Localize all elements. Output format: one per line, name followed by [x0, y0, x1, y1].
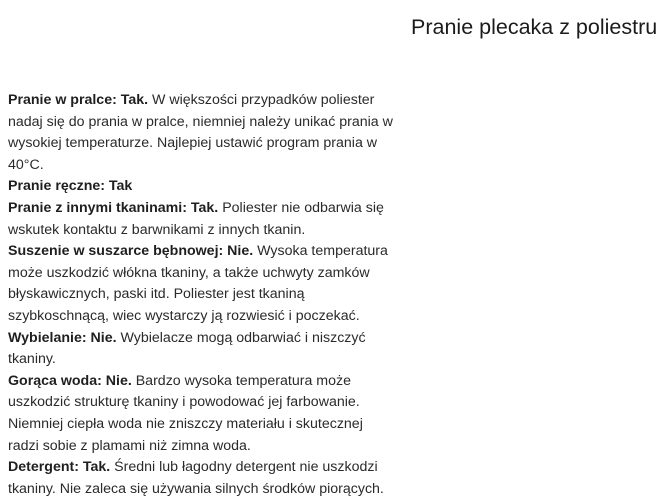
- hand-wash-label: Pranie ręczne: Tak: [8, 178, 133, 195]
- machine-wash-line-4: 40°C.: [8, 156, 44, 173]
- hot-water-line-2: uszkodzić strukturę tkaniny i powodować jej farbowanie.: [8, 394, 360, 411]
- hand-wash-line-1: [8, 176, 413, 198]
- tumble-dry-line-4: szybkoschnącą, wiec wystarczy ją rozwiesić i poczekać.: [8, 307, 360, 324]
- detergent-text-1: Średni lub łagodny detergent nie uszkodzi: [110, 459, 378, 476]
- detergent-section: [8, 457, 413, 500]
- hot-water-line-1: [8, 371, 413, 393]
- bleaching-section: [8, 328, 413, 371]
- hot-water-line-4: radzi sobie z plamami niż zimna woda.: [8, 437, 251, 454]
- hot-water-text-1: Bardzo wysoka temperatura może: [131, 372, 351, 389]
- wash-with-other-fabrics-line-2: wskutek kontaktu z barwnikami z innych tkanin.: [8, 221, 306, 238]
- bleaching-text-1: Wybielacze mogą odbarwiać i niszczyć: [116, 329, 366, 346]
- hot-water-section: [8, 371, 413, 457]
- machine-wash-line-1: [8, 90, 413, 112]
- tumble-dry-section: [8, 241, 413, 327]
- detergent-line-1: [8, 457, 413, 479]
- machine-wash-section: [8, 90, 413, 176]
- wash-with-other-fabrics-label: Pranie z innymi tkaninami: Tak.: [8, 199, 219, 216]
- bleaching-label: Wybielanie: Nie.: [8, 329, 117, 346]
- bleaching-line-2: tkaniny.: [8, 351, 56, 368]
- care-instructions: [8, 90, 413, 500]
- tumble-dry-line-2: może uszkodzić włókna tkaniny, a także uchwyty zamków: [8, 264, 370, 281]
- tumble-dry-text-1: Wysoka temperatura: [253, 243, 388, 260]
- machine-wash-line-2: nadaj się do prania w pralce, niemniej należy unikać prania w: [8, 113, 393, 130]
- tumble-dry-label: Suszenie w suszarce bębnowej: Nie.: [8, 243, 254, 260]
- wash-with-other-fabrics-line-1: [8, 198, 413, 220]
- tumble-dry-line-3: błyskawicznych, paski itd. Poliester jest tkaniną: [8, 286, 305, 303]
- page-title: Pranie plecaka z poliestru: [411, 15, 658, 39]
- machine-wash-line-3: wysokiej temperaturze. Najlepiej ustawić program prania w: [8, 135, 378, 152]
- machine-wash-text-1: W większości przypadków poliester: [148, 92, 375, 108]
- hot-water-label: Gorąca woda: Nie.: [8, 372, 132, 389]
- detergent-label: Detergent: Tak.: [8, 459, 111, 476]
- detergent-line-2: tkaniny. Nie zaleca się używania silnych środków piorących.: [8, 480, 384, 497]
- tumble-dry-line-1: [8, 241, 413, 263]
- bleaching-line-1: [8, 328, 413, 350]
- machine-wash-label: Pranie w pralce: Tak.: [8, 92, 149, 108]
- wash-with-other-fabrics-section: [8, 198, 413, 241]
- wash-with-other-fabrics-text-1: Poliester nie odbarwia się: [218, 199, 384, 216]
- hand-wash-section: [8, 176, 413, 198]
- hot-water-line-3: Niemniej ciepła woda nie zniszczy materiału i skutecznej: [8, 415, 363, 432]
